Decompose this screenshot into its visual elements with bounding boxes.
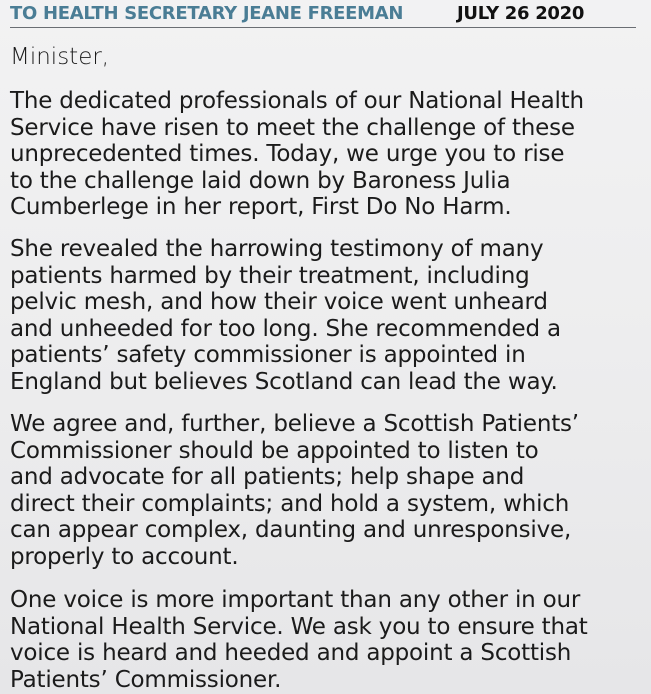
paragraph-4 xyxy=(10,587,640,693)
paragraph-3 xyxy=(10,411,640,571)
letter-header xyxy=(10,3,636,28)
paragraph-line: Commissioner should be appointed to listen to xyxy=(10,437,539,464)
paragraph-line: properly to account. xyxy=(10,543,239,570)
recipient-heading: TO HEALTH SECRETARY JEANE FREEMAN xyxy=(10,3,404,24)
paragraph-line: pelvic mesh, and how their voice went unheard xyxy=(10,289,548,316)
paragraph-line: Service have risen to meet the challenge of these xyxy=(10,114,575,141)
paragraph-line: and advocate for all patients; help shape and xyxy=(10,464,525,491)
paragraph-line: voice is heard and heeded and appoint a Scottish xyxy=(10,640,572,667)
date-heading: JULY 26 2020 xyxy=(457,3,585,24)
paragraph-line: unprecedented times. Today, we urge you to rise xyxy=(10,141,565,168)
paragraph-line: We agree and, further, believe a Scottish Patients’ xyxy=(10,411,579,437)
paragraph-line: and unheeded for too long. She recommended a xyxy=(10,315,561,342)
salutation: Minister, xyxy=(10,44,110,70)
paragraph-line: She revealed the harrowing testimony of many xyxy=(10,236,544,262)
paragraph-line: can appear complex, daunting and unresponsive, xyxy=(10,517,572,544)
paragraph-1 xyxy=(10,88,640,221)
paragraph-line: direct their complaints; and hold a system, which xyxy=(10,490,570,517)
paragraph-line: National Health Service. We ask you to ensure that xyxy=(10,613,588,640)
paragraph-line: Patients’ Commissioner. xyxy=(10,666,282,693)
paragraph-line: Cumberlege in her report, First Do No Harm. xyxy=(10,194,512,221)
paragraph-line: patients harmed by their treatment, including xyxy=(10,262,530,289)
paragraph-line: to the challenge laid down by Baroness Julia xyxy=(10,167,511,194)
paragraph-line: England but believes Scotland can lead the way. xyxy=(10,368,558,395)
paragraph-line: The dedicated professionals of our National Health xyxy=(10,88,584,114)
paragraph-line: patients’ safety commissioner is appointed in xyxy=(10,342,526,369)
paragraph-line: One voice is more important than any other in our xyxy=(10,587,581,613)
paragraph-2 xyxy=(10,236,640,396)
